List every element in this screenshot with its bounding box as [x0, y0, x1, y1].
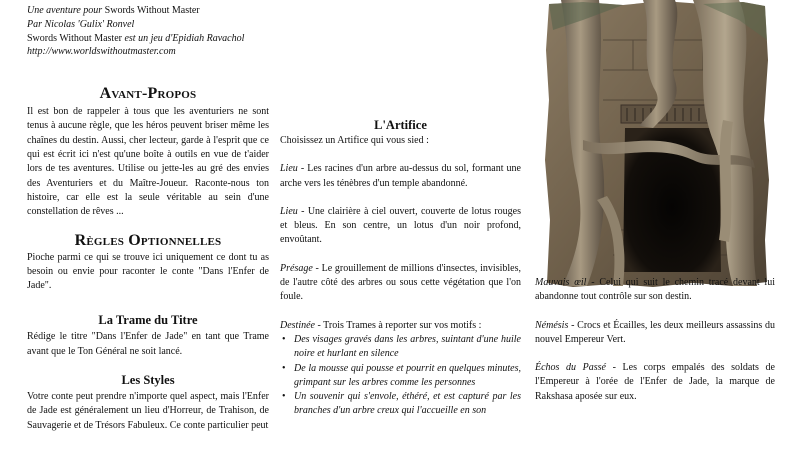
artifice-destinee: Destinée - Trois Trames à reporter sur vos motifs :: [280, 319, 482, 331]
list-item: • De la mousse qui pousse et pourrit en quelques minutes, grimpant sur les arbres comme les personnes: [294, 362, 521, 391]
artifice-presage: Présage - Le grouillement de millions d'insectes, invisibles, de l'autre côté des arbres ou sous cette végétation que l'on foule.: [280, 262, 521, 303]
artifice-lieu-1: Lieu - Les racines d'un arbre au-dessus du sol, formant une arche vers les ténèbres d'un temple abandonné.: [280, 163, 521, 189]
credits-line-url: http://www.worldswithoutmaster.com: [27, 46, 176, 58]
avant-propos-text: Il est bon de rappeler à tous que les aventuriers ne sont tenus à aucune règle, que les héros peuvent briser même les chaînes du destin. Aussi, cher lecteur, garde à l'esprit que ce qui est écrit ici n'est qu'une boîte à outils en vue de t'aider lors de tes aventures. Utilise ou jette-les au gré des envies des Aventuriers et du Maître-Joueur. Raconte-nous ton histoire, car elle est la seule véritable au sein d'une constellation de rêves ...: [27, 106, 269, 218]
artifice-lieu-2: Lieu - Une clairière à ciel ouvert, couverte de lotus rouges et bleus. En son centre, un lotus d'un noir profond, envoûtant.: [280, 205, 521, 246]
right-column: [535, 276, 775, 404]
credits-block: [27, 4, 269, 59]
echos-text: Échos du Passé - Les corps empalés des soldats de l'Empereur à l'orée de l'Enfer de Jade, la marque de Rakshasa aposée sur eux.: [535, 362, 775, 402]
regles-text: Pioche parmi ce qui se trouve ici uniquement ce dont tu as besoin ou envie pour raconter le conte "Dans l'Enfer de Jade".: [27, 251, 269, 292]
regles-title: Règles Optionnelles: [74, 231, 222, 249]
list-item: • Un souvenir qui s'envole, éthéré, et est capturé par les branches d'un arbre creux qui l'accueille en son: [294, 390, 521, 419]
credits-line-author: Par Nicolas 'Gulix' Ronvel: [27, 18, 135, 30]
middle-column: [280, 0, 521, 419]
mauvais-oeil-text: Mauvais œil - Celui qui suit le chemin tracé devant lui abandonne tout contrôle sur son destin.: [535, 277, 775, 303]
styles-title: Les Styles: [121, 373, 175, 388]
artifice-title: L'Artifice: [374, 118, 427, 132]
credits-line-adventure: Une aventure pour Swords Without Master: [27, 5, 200, 16]
credits-line-game: Swords Without Master est un jeu d'Epidiah Ravachol: [27, 32, 245, 44]
avant-propos-title: Avant-Propos: [99, 85, 197, 103]
trame-title: La Trame du Titre: [98, 313, 198, 328]
left-column: [27, 0, 269, 433]
list-item: • Des visages gravés dans les arbres, suintant d'une huile noire et hurlant en silence: [294, 333, 521, 362]
nemesis-text: Némésis - Crocs et Écailles, les deux meilleurs assassins du nouvel Empereur Vert.: [535, 319, 775, 345]
trame-text: Rédige le titre "Dans l'Enfer de Jade" en tant que Trame avant que le Ton Général ne soit lancé.: [27, 331, 269, 357]
motifs-list: [280, 333, 521, 419]
artifice-intro: Choisissez un Artifice qui vous sied :: [280, 135, 429, 146]
temple-photo-illustration: [543, 0, 770, 288]
temple-tree-photo: [543, 0, 770, 288]
styles-text: Votre conte peut prendre n'importe quel aspect, mais l'Enfer de Jade est généralement un lieu d'Horreur, de Trahison, de Sauvagerie et de Trésors Fabuleux. Ce conte particulier peut: [27, 391, 269, 431]
